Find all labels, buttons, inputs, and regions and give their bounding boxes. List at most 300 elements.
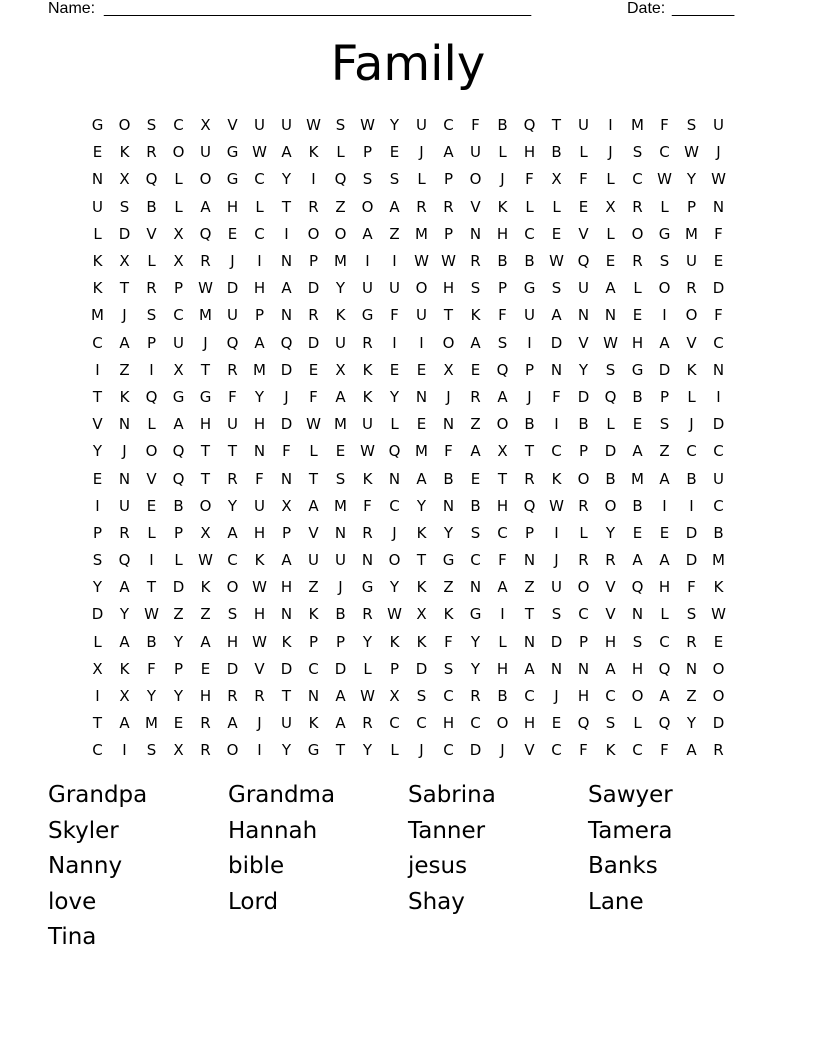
grid-letter[interactable]: I <box>608 116 613 135</box>
grid-letter[interactable]: F <box>309 387 318 406</box>
grid-letter[interactable]: R <box>578 496 589 515</box>
grid-letter[interactable]: F <box>390 306 399 325</box>
grid-letter[interactable]: E <box>470 360 481 379</box>
grid-letter[interactable]: J <box>716 143 721 162</box>
grid-letter[interactable]: I <box>419 333 424 352</box>
grid-letter[interactable]: R <box>119 523 130 542</box>
grid-letter[interactable]: A <box>254 333 265 352</box>
grid-letter[interactable]: N <box>118 469 131 488</box>
grid-letter[interactable]: O <box>496 415 509 434</box>
grid-letter[interactable]: M <box>415 224 428 243</box>
grid-letter[interactable]: K <box>92 279 103 298</box>
grid-letter[interactable]: C <box>92 333 103 352</box>
grid-letter[interactable]: P <box>524 360 535 379</box>
grid-letter[interactable]: A <box>200 197 211 216</box>
grid-letter[interactable]: K <box>119 143 130 162</box>
grid-letter[interactable]: L <box>363 659 372 678</box>
grid-letter[interactable]: L <box>525 197 534 216</box>
grid-letter[interactable]: Z <box>389 224 400 243</box>
grid-letter[interactable]: Y <box>173 632 184 651</box>
grid-letter[interactable]: R <box>362 605 373 624</box>
grid-letter[interactable]: W <box>144 605 159 624</box>
grid-letter[interactable]: X <box>173 224 184 243</box>
grid-letter[interactable]: F <box>660 116 669 135</box>
grid-letter[interactable]: T <box>524 442 535 461</box>
grid-letter[interactable]: P <box>173 279 184 298</box>
grid-letter[interactable]: P <box>92 523 103 542</box>
grid-letter[interactable]: C <box>92 741 103 760</box>
grid-letter[interactable]: K <box>362 387 373 406</box>
grid-letter[interactable]: E <box>632 415 643 434</box>
grid-letter[interactable]: U <box>713 116 724 135</box>
grid-letter[interactable]: W <box>603 333 618 352</box>
grid-letter[interactable]: Y <box>389 578 400 597</box>
grid-letter[interactable]: H <box>226 632 239 651</box>
grid-letter[interactable]: Y <box>686 170 697 189</box>
grid-letter[interactable]: R <box>362 523 373 542</box>
grid-letter[interactable]: U <box>281 116 292 135</box>
grid-letter[interactable]: L <box>336 143 345 162</box>
grid-letter[interactable]: T <box>200 469 211 488</box>
grid-letter[interactable]: N <box>415 387 428 406</box>
grid-letter[interactable]: R <box>524 469 535 488</box>
grid-letter[interactable]: L <box>606 415 615 434</box>
grid-letter[interactable]: P <box>308 632 319 651</box>
grid-letter[interactable]: L <box>660 197 669 216</box>
grid-letter[interactable]: E <box>416 360 427 379</box>
grid-letter[interactable]: L <box>633 279 642 298</box>
grid-letter[interactable]: J <box>419 143 424 162</box>
grid-letter[interactable]: L <box>498 632 507 651</box>
grid-letter[interactable]: H <box>496 659 509 678</box>
grid-letter[interactable]: E <box>227 224 238 243</box>
grid-letter[interactable]: H <box>604 632 617 651</box>
grid-letter[interactable]: T <box>200 442 211 461</box>
grid-letter[interactable]: A <box>281 143 292 162</box>
grid-letter[interactable]: G <box>226 143 239 162</box>
grid-letter[interactable]: Z <box>200 605 211 624</box>
grid-letter[interactable]: E <box>92 469 103 488</box>
grid-letter[interactable]: J <box>554 687 559 706</box>
grid-letter[interactable]: N <box>685 659 698 678</box>
grid-letter[interactable]: M <box>334 496 347 515</box>
grid-letter[interactable]: S <box>443 659 454 678</box>
grid-letter[interactable]: O <box>172 143 185 162</box>
grid-letter[interactable]: I <box>554 415 559 434</box>
grid-letter[interactable]: C <box>605 687 616 706</box>
grid-letter[interactable]: Y <box>389 116 400 135</box>
grid-letter[interactable]: O <box>334 224 347 243</box>
grid-letter[interactable]: U <box>713 469 724 488</box>
grid-letter[interactable]: N <box>91 170 104 189</box>
grid-letter[interactable]: P <box>497 279 508 298</box>
grid-letter[interactable]: O <box>226 741 239 760</box>
grid-letter[interactable]: C <box>173 306 184 325</box>
grid-letter[interactable]: N <box>442 415 455 434</box>
grid-letter[interactable]: P <box>281 523 292 542</box>
grid-letter[interactable]: C <box>416 714 427 733</box>
grid-letter[interactable]: L <box>606 170 615 189</box>
grid-letter[interactable]: I <box>149 360 154 379</box>
grid-letter[interactable]: U <box>200 143 211 162</box>
grid-letter[interactable]: E <box>173 714 184 733</box>
grid-letter[interactable]: W <box>711 605 726 624</box>
grid-letter[interactable]: J <box>257 714 262 733</box>
grid-letter[interactable]: F <box>282 442 291 461</box>
grid-letter[interactable]: E <box>632 306 643 325</box>
grid-letter[interactable]: O <box>712 687 725 706</box>
grid-letter[interactable]: A <box>119 333 130 352</box>
grid-letter[interactable]: V <box>308 523 319 542</box>
grid-letter[interactable]: V <box>578 333 589 352</box>
grid-letter[interactable]: R <box>227 469 238 488</box>
grid-letter[interactable]: X <box>389 687 400 706</box>
grid-letter[interactable]: S <box>335 469 346 488</box>
grid-letter[interactable]: X <box>119 252 130 271</box>
grid-letter[interactable]: Y <box>389 387 400 406</box>
grid-letter[interactable]: K <box>308 714 319 733</box>
grid-letter[interactable]: A <box>632 442 643 461</box>
grid-letter[interactable]: L <box>606 224 615 243</box>
grid-letter[interactable]: Z <box>524 578 535 597</box>
grid-letter[interactable]: J <box>122 306 127 325</box>
grid-letter[interactable]: N <box>307 687 320 706</box>
grid-letter[interactable]: E <box>335 442 346 461</box>
grid-letter[interactable]: U <box>92 197 103 216</box>
grid-letter[interactable]: N <box>523 632 536 651</box>
grid-letter[interactable]: A <box>119 714 130 733</box>
grid-letter[interactable]: X <box>497 442 508 461</box>
grid-letter[interactable]: C <box>308 659 319 678</box>
grid-letter[interactable]: R <box>632 252 643 271</box>
grid-letter[interactable]: T <box>281 197 292 216</box>
grid-letter[interactable]: I <box>716 387 721 406</box>
grid-letter[interactable]: Q <box>172 442 185 461</box>
grid-letter[interactable]: N <box>550 360 563 379</box>
grid-letter[interactable]: P <box>443 224 454 243</box>
grid-letter[interactable]: B <box>632 496 643 515</box>
grid-letter[interactable]: I <box>95 687 100 706</box>
grid-letter[interactable]: K <box>254 551 265 570</box>
grid-letter[interactable]: P <box>146 333 157 352</box>
grid-letter[interactable]: C <box>713 333 724 352</box>
grid-letter[interactable]: Z <box>335 197 346 216</box>
grid-letter[interactable]: N <box>280 252 293 271</box>
grid-letter[interactable]: P <box>173 523 184 542</box>
grid-letter[interactable]: X <box>200 523 211 542</box>
grid-letter[interactable]: T <box>524 605 535 624</box>
grid-letter[interactable]: D <box>415 659 428 678</box>
grid-letter[interactable]: D <box>469 741 482 760</box>
grid-letter[interactable]: N <box>577 306 590 325</box>
grid-letter[interactable]: D <box>577 387 590 406</box>
grid-letter[interactable]: K <box>335 306 346 325</box>
grid-letter[interactable]: D <box>91 605 104 624</box>
grid-letter[interactable]: R <box>686 279 697 298</box>
grid-letter[interactable]: H <box>280 578 293 597</box>
grid-letter[interactable]: W <box>387 605 402 624</box>
grid-letter[interactable]: N <box>280 469 293 488</box>
grid-letter[interactable]: I <box>257 741 262 760</box>
grid-letter[interactable]: A <box>659 469 670 488</box>
grid-letter[interactable]: I <box>662 306 667 325</box>
grid-letter[interactable]: I <box>257 252 262 271</box>
grid-letter[interactable]: U <box>416 116 427 135</box>
grid-letter[interactable]: N <box>469 578 482 597</box>
grid-letter[interactable]: L <box>174 197 183 216</box>
grid-letter[interactable]: K <box>605 741 616 760</box>
grid-letter[interactable]: P <box>389 659 400 678</box>
grid-letter[interactable]: H <box>523 714 536 733</box>
grid-letter[interactable]: A <box>389 197 400 216</box>
grid-letter[interactable]: Z <box>443 578 454 597</box>
grid-letter[interactable]: T <box>497 469 508 488</box>
grid-letter[interactable]: F <box>687 578 696 597</box>
grid-letter[interactable]: D <box>685 523 698 542</box>
grid-letter[interactable]: D <box>712 415 725 434</box>
grid-letter[interactable]: G <box>172 387 185 406</box>
grid-letter[interactable]: U <box>578 279 589 298</box>
grid-letter[interactable]: C <box>578 605 589 624</box>
grid-letter[interactable]: U <box>551 578 562 597</box>
grid-letter[interactable]: E <box>389 360 400 379</box>
grid-letter[interactable]: E <box>416 415 427 434</box>
grid-letter[interactable]: W <box>684 143 699 162</box>
grid-letter[interactable]: R <box>308 306 319 325</box>
grid-letter[interactable]: C <box>173 116 184 135</box>
grid-letter[interactable]: J <box>446 387 451 406</box>
grid-letter[interactable]: L <box>93 224 102 243</box>
grid-letter[interactable]: G <box>226 170 239 189</box>
grid-letter[interactable]: A <box>119 632 130 651</box>
grid-letter[interactable]: L <box>390 741 399 760</box>
grid-letter[interactable]: I <box>527 333 532 352</box>
grid-letter[interactable]: B <box>497 687 508 706</box>
grid-letter[interactable]: D <box>280 659 293 678</box>
grid-letter[interactable]: S <box>551 279 562 298</box>
grid-letter[interactable]: M <box>631 116 644 135</box>
grid-letter[interactable]: C <box>524 687 535 706</box>
grid-letter[interactable]: R <box>470 387 481 406</box>
grid-letter[interactable]: K <box>416 523 427 542</box>
grid-letter[interactable]: J <box>500 741 505 760</box>
grid-letter[interactable]: I <box>149 551 154 570</box>
grid-letter[interactable]: Q <box>172 469 185 488</box>
date-blank-line[interactable]: _______ <box>672 0 735 17</box>
grid-letter[interactable]: H <box>496 224 509 243</box>
grid-letter[interactable]: L <box>309 442 318 461</box>
grid-letter[interactable]: A <box>497 387 508 406</box>
grid-letter[interactable]: Q <box>523 496 536 515</box>
grid-letter[interactable]: O <box>685 306 698 325</box>
grid-letter[interactable]: S <box>470 523 481 542</box>
grid-letter[interactable]: O <box>631 687 644 706</box>
grid-letter[interactable]: N <box>361 551 374 570</box>
grid-letter[interactable]: F <box>714 224 723 243</box>
grid-letter[interactable]: Q <box>145 387 158 406</box>
grid-letter[interactable]: F <box>444 632 453 651</box>
grid-letter[interactable]: K <box>119 659 130 678</box>
grid-letter[interactable]: D <box>118 224 131 243</box>
grid-letter[interactable]: C <box>443 116 454 135</box>
grid-letter[interactable]: C <box>443 741 454 760</box>
grid-letter[interactable]: O <box>361 197 374 216</box>
grid-letter[interactable]: S <box>497 333 508 352</box>
grid-letter[interactable]: P <box>308 252 319 271</box>
grid-letter[interactable]: S <box>119 197 130 216</box>
grid-letter[interactable]: T <box>416 551 427 570</box>
grid-letter[interactable]: K <box>362 469 373 488</box>
grid-letter[interactable]: C <box>227 551 238 570</box>
grid-letter[interactable]: H <box>442 714 455 733</box>
grid-letter[interactable]: H <box>523 143 536 162</box>
grid-letter[interactable]: I <box>311 170 316 189</box>
grid-letter[interactable]: V <box>146 469 157 488</box>
grid-letter[interactable]: X <box>416 605 427 624</box>
grid-letter[interactable]: E <box>470 469 481 488</box>
grid-letter[interactable]: K <box>551 469 562 488</box>
grid-letter[interactable]: H <box>442 279 455 298</box>
grid-letter[interactable]: P <box>362 143 373 162</box>
grid-letter[interactable]: S <box>632 632 643 651</box>
grid-letter[interactable]: A <box>470 442 481 461</box>
grid-letter[interactable]: H <box>631 333 644 352</box>
grid-letter[interactable]: N <box>442 496 455 515</box>
grid-letter[interactable]: E <box>92 143 103 162</box>
grid-letter[interactable]: O <box>388 551 401 570</box>
grid-letter[interactable]: Y <box>227 496 238 515</box>
grid-letter[interactable]: K <box>686 360 697 379</box>
grid-letter[interactable]: R <box>686 632 697 651</box>
grid-letter[interactable]: K <box>416 578 427 597</box>
grid-letter[interactable]: B <box>497 116 508 135</box>
grid-letter[interactable]: E <box>632 523 643 542</box>
grid-letter[interactable]: J <box>689 415 694 434</box>
grid-letter[interactable]: G <box>307 741 320 760</box>
grid-letter[interactable]: V <box>146 224 157 243</box>
grid-letter[interactable]: B <box>173 496 184 515</box>
grid-letter[interactable]: O <box>199 170 212 189</box>
grid-letter[interactable]: R <box>470 252 481 271</box>
grid-letter[interactable]: A <box>281 279 292 298</box>
grid-letter[interactable]: B <box>578 415 589 434</box>
grid-letter[interactable]: T <box>281 687 292 706</box>
grid-letter[interactable]: O <box>415 279 428 298</box>
grid-letter[interactable]: V <box>470 197 481 216</box>
grid-letter[interactable]: O <box>658 279 671 298</box>
grid-letter[interactable]: A <box>605 659 616 678</box>
grid-letter[interactable]: D <box>550 632 563 651</box>
grid-letter[interactable]: O <box>577 578 590 597</box>
grid-letter[interactable]: R <box>416 197 427 216</box>
grid-letter[interactable]: E <box>578 197 589 216</box>
grid-letter[interactable]: H <box>496 496 509 515</box>
grid-letter[interactable]: N <box>712 197 725 216</box>
grid-letter[interactable]: X <box>119 687 130 706</box>
grid-letter[interactable]: X <box>92 659 103 678</box>
grid-letter[interactable]: R <box>362 714 373 733</box>
grid-letter[interactable]: L <box>93 632 102 651</box>
grid-letter[interactable]: U <box>281 714 292 733</box>
grid-letter[interactable]: Q <box>658 714 671 733</box>
grid-letter[interactable]: O <box>145 442 158 461</box>
grid-letter[interactable]: Q <box>658 659 671 678</box>
grid-letter[interactable]: F <box>552 387 561 406</box>
grid-letter[interactable]: E <box>146 496 157 515</box>
grid-letter[interactable]: T <box>308 469 319 488</box>
grid-letter[interactable]: S <box>686 116 697 135</box>
grid-letter[interactable]: Y <box>281 741 292 760</box>
grid-letter[interactable]: C <box>713 496 724 515</box>
grid-letter[interactable]: I <box>554 523 559 542</box>
grid-letter[interactable]: A <box>686 741 697 760</box>
grid-letter[interactable]: W <box>306 116 321 135</box>
grid-letter[interactable]: N <box>523 551 536 570</box>
grid-letter[interactable]: C <box>551 442 562 461</box>
grid-letter[interactable]: O <box>604 496 617 515</box>
grid-letter[interactable]: U <box>335 551 346 570</box>
grid-letter[interactable]: C <box>686 442 697 461</box>
grid-letter[interactable]: A <box>470 333 481 352</box>
grid-letter[interactable]: W <box>414 252 429 271</box>
grid-letter[interactable]: S <box>605 714 616 733</box>
grid-letter[interactable]: S <box>470 279 481 298</box>
grid-letter[interactable]: X <box>173 252 184 271</box>
grid-letter[interactable]: O <box>307 224 320 243</box>
grid-letter[interactable]: C <box>254 170 265 189</box>
grid-letter[interactable]: F <box>255 469 264 488</box>
grid-letter[interactable]: R <box>605 551 616 570</box>
grid-letter[interactable]: U <box>335 333 346 352</box>
grid-letter[interactable]: N <box>388 469 401 488</box>
grid-letter[interactable]: R <box>443 197 454 216</box>
grid-letter[interactable]: Z <box>173 605 184 624</box>
grid-letter[interactable]: U <box>308 551 319 570</box>
grid-letter[interactable]: C <box>659 143 670 162</box>
grid-letter[interactable]: K <box>308 605 319 624</box>
grid-letter[interactable]: U <box>254 116 265 135</box>
grid-letter[interactable]: L <box>255 197 264 216</box>
grid-letter[interactable]: K <box>443 605 454 624</box>
grid-letter[interactable]: H <box>199 687 212 706</box>
grid-letter[interactable]: U <box>119 496 130 515</box>
grid-letter[interactable]: N <box>604 306 617 325</box>
grid-letter[interactable]: S <box>686 605 697 624</box>
grid-letter[interactable]: J <box>203 333 208 352</box>
grid-letter[interactable]: L <box>579 523 588 542</box>
grid-letter[interactable]: Y <box>686 714 697 733</box>
grid-letter[interactable]: Y <box>281 170 292 189</box>
grid-letter[interactable]: P <box>335 632 346 651</box>
grid-letter[interactable]: J <box>500 170 505 189</box>
grid-letter[interactable]: Z <box>659 442 670 461</box>
grid-letter[interactable]: W <box>252 632 267 651</box>
grid-letter[interactable]: X <box>200 116 211 135</box>
grid-letter[interactable]: Q <box>388 442 401 461</box>
grid-letter[interactable]: D <box>226 279 239 298</box>
grid-letter[interactable]: Q <box>604 387 617 406</box>
grid-letter[interactable]: I <box>392 252 397 271</box>
grid-letter[interactable]: S <box>146 306 157 325</box>
grid-letter[interactable]: L <box>417 170 426 189</box>
grid-letter[interactable]: Y <box>605 523 616 542</box>
grid-letter[interactable]: U <box>578 116 589 135</box>
grid-letter[interactable]: B <box>146 632 157 651</box>
grid-letter[interactable]: X <box>443 360 454 379</box>
grid-letter[interactable]: R <box>254 687 265 706</box>
grid-letter[interactable]: M <box>415 442 428 461</box>
grid-letter[interactable]: F <box>579 741 588 760</box>
